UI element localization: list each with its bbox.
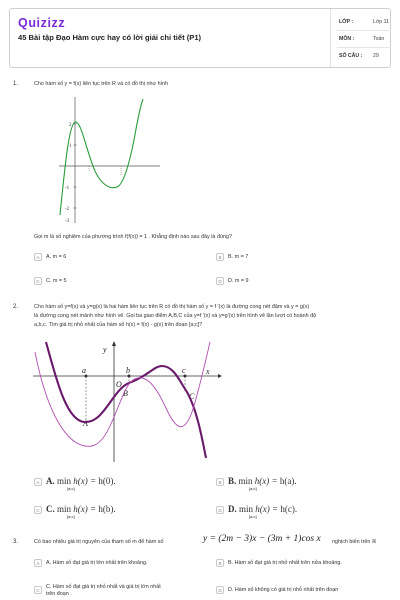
min-subscript: [a;c] xyxy=(67,514,75,519)
question-3-formula: y = (2m − 3)x − (3m + 1)cos x xyxy=(203,534,321,544)
option-text: C. Hàm số đạt giá trị nhỏ nhất và giá trị lớn nhất xyxy=(46,584,161,590)
option-letter-box: B xyxy=(216,559,224,567)
min-subscript: [a;c] xyxy=(249,486,257,491)
option-letter-box: B xyxy=(216,253,224,261)
y-tick-label: -1 xyxy=(65,186,70,191)
question-1-number: 1. xyxy=(13,81,19,87)
question-2-line-2: là đường cong nét mảnh như hình vẽ. Gọi ba giao điểm A,B,C của y=f '(x) và y=g'(x) trên hình vẽ lần lượt có hoành độ xyxy=(34,313,317,319)
function-curve xyxy=(60,99,143,215)
question-3-number: 3. xyxy=(13,539,19,545)
min-subscript: [a;c] xyxy=(249,514,257,519)
question-3-text: Có bao nhiêu giá trị nguyên của tham số m để hàm số xyxy=(34,539,164,545)
point-b-dot xyxy=(128,375,131,378)
option-text: C. m = 5 xyxy=(46,278,67,284)
quizizz-logo: Quizizz xyxy=(18,16,66,30)
meta-class-value: Lớp 11 xyxy=(373,19,389,25)
option-prefix: D. xyxy=(228,504,237,514)
point-b-label: b xyxy=(126,366,130,375)
option-prefix: A. xyxy=(46,476,55,486)
option-letter-box: C xyxy=(34,277,42,285)
option-letter-box: B xyxy=(216,478,224,486)
option-letter-box: D xyxy=(216,586,224,594)
question-2-graph xyxy=(32,338,222,463)
option-letter-box: A xyxy=(34,253,42,261)
option-letter-box: D xyxy=(216,506,224,514)
question-2-line-3: a,b,c. Tìm giá trị nhỏ nhất của hàm số h(x) = f(x) - g(x) trên đoạn [a;c]? xyxy=(34,322,203,328)
point-A-label: A xyxy=(83,419,88,428)
question-3-text-end: nghịch biến trên ℝ xyxy=(332,539,377,545)
option-text: A. min h(x) = h(0). xyxy=(46,476,116,486)
y-axis-arrow xyxy=(112,341,116,346)
min-label: min xyxy=(238,476,253,486)
option-letter-box: D xyxy=(216,277,224,285)
option-letter-box: A xyxy=(34,559,42,567)
min-subscript: [a;c] xyxy=(67,486,75,491)
option-letter-box: A xyxy=(34,478,42,486)
option-letter-box: C xyxy=(34,506,42,514)
worksheet-header xyxy=(9,8,391,68)
meta-subject-value: Toán xyxy=(373,36,385,42)
option-value: h(b). xyxy=(98,504,116,514)
option-text: B. m = 7 xyxy=(228,254,249,260)
option-text: A. Hàm số đạt giá trị lớn nhất trên khoảng. xyxy=(46,560,148,566)
f-prime-curve xyxy=(46,342,206,458)
meta-subject-label: MÔN : xyxy=(339,36,355,42)
option-value: h(0). xyxy=(98,476,116,486)
y-tick-label: -3 xyxy=(65,219,70,224)
worksheet-title: 45 Bài tập Đạo Hàm cực hay có lời giải chi tiết (P1) xyxy=(18,33,202,42)
option-value: h(a). xyxy=(279,476,297,486)
y-tick-label: -2 xyxy=(65,207,70,212)
point-a-label: a xyxy=(82,366,86,375)
min-label: min xyxy=(239,504,254,514)
option-text: D. m = 9 xyxy=(228,278,249,284)
option-text: D. min h(x) = h(c). xyxy=(228,504,298,514)
point-c-dot xyxy=(184,375,187,378)
option-text: B. min h(x) = h(a). xyxy=(228,476,297,486)
meta-class-label: LỚP : xyxy=(339,19,354,25)
option-prefix: B. xyxy=(228,476,237,486)
origin-label: O xyxy=(116,380,122,389)
y-axis-label: y xyxy=(103,345,107,354)
question-1-prompt: Gọi m là số nghiệm của phương trình f(f(x)) = 1 . Khẳng định nào sau đây là đúng? xyxy=(34,234,232,240)
min-label: min xyxy=(57,504,72,514)
option-text: B. Hàm số đạt giá trị nhỏ nhất trên nửa khoảng. xyxy=(228,560,342,566)
option-text: A. m = 6 xyxy=(46,254,67,260)
meta-count-value: 29 xyxy=(373,53,379,59)
question-1-text: Cho hàm số y = f(x) liên tục trên R và có đồ thị như hình xyxy=(34,81,169,87)
option-text-line-2: trên đoạn . xyxy=(46,591,72,597)
point-B-label: B xyxy=(123,389,128,398)
meta-divider xyxy=(337,30,391,31)
point-c-label: c xyxy=(182,366,186,375)
point-C-label: C xyxy=(189,392,195,401)
option-prefix: C. xyxy=(46,504,55,514)
option-text: D. Hàm số không có giá trị nhỏ nhất trên đoạn xyxy=(228,587,339,593)
min-label: min xyxy=(57,476,72,486)
x-axis-label: x xyxy=(206,367,210,376)
worksheet-meta xyxy=(330,9,391,67)
meta-count-label: SỐ CÂU : xyxy=(339,53,363,59)
option-letter-box: C xyxy=(34,586,42,594)
question-2-number: 2. xyxy=(13,304,19,310)
question-1-graph xyxy=(55,95,165,225)
option-text: C. min h(x) = h(b). xyxy=(46,504,116,514)
y-tick-label: 2 xyxy=(69,123,72,128)
y-tick-label: 1 xyxy=(69,144,72,149)
x-axis-arrow xyxy=(218,374,222,378)
option-value: h(c). xyxy=(280,504,298,514)
point-a-dot xyxy=(85,375,88,378)
meta-divider xyxy=(337,47,391,48)
question-2-line-1: Cho hàm số y=f(x) và y=g(x) là hai hàm liên tục trên R có đồ thị hàm số y = f '(x) là đường cong nét đậm và y = g(x) xyxy=(34,304,310,310)
